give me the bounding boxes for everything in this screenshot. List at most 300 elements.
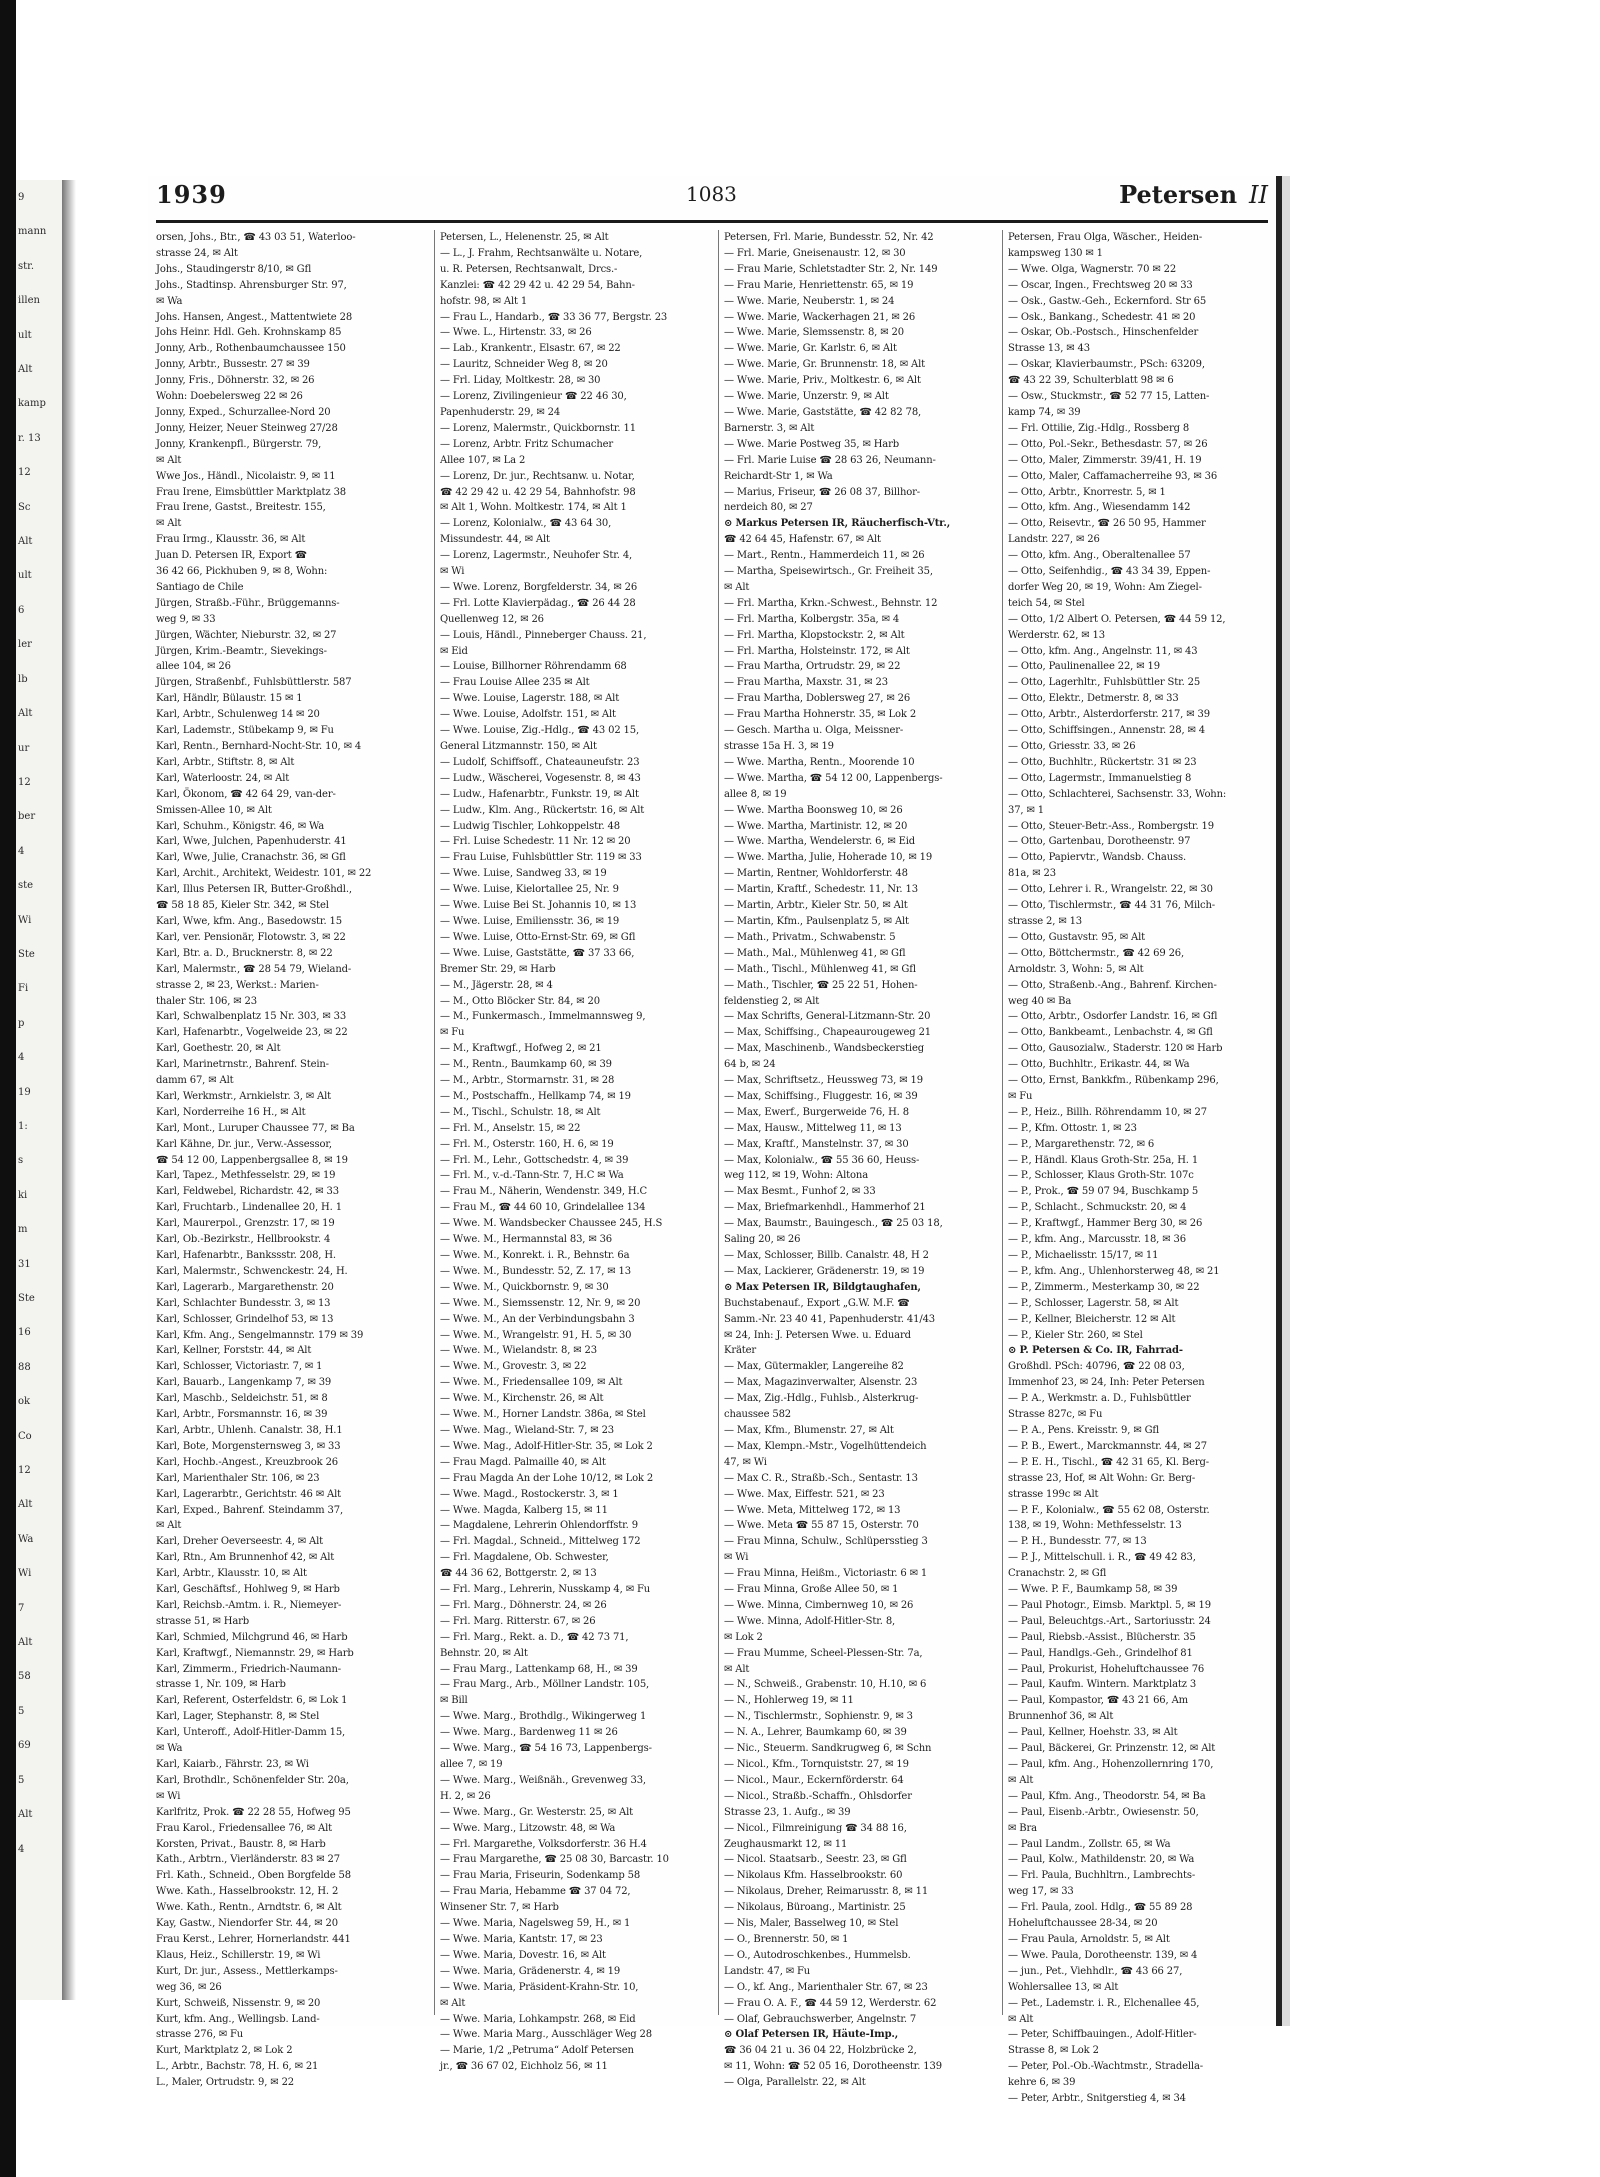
directory-entry: — Otto, Maler, Caffamacherreihe 93, ✉ 36 xyxy=(1008,470,1218,482)
directory-entry: ⊙ Olaf Petersen IR, Häute-Imp., xyxy=(724,2029,899,2041)
directory-entry: Petersen, Frau Olga, Wäscher., Heiden- xyxy=(1008,232,1203,243)
directory-entry: — Wwe. Mag., Wieland-Str. 7, ✉ 23 xyxy=(440,1424,614,1436)
neighbor-page-fragment: Ste xyxy=(18,948,35,960)
directory-entry: — Otto, Gartenbau, Dorotheenstr. 97 xyxy=(1008,836,1191,848)
directory-entry: — Frl. M., v.-d.-Tann-Str. 7, H.C ✉ Wa xyxy=(440,1170,624,1182)
directory-entry: Karl, Geschäftsf., Hohlweg 9, ✉ Harb xyxy=(156,1584,340,1596)
neighbor-page-fragment: ok xyxy=(18,1396,31,1408)
directory-entry: ☎ 43 22 39, Schulterblatt 98 ✉ 6 xyxy=(1008,375,1174,387)
neighbor-page-fragment: ler xyxy=(18,639,32,651)
heading-surname: Petersen xyxy=(1119,180,1238,209)
directory-entry: — Max, Kolonialw., ☎ 55 36 60, Heuss- xyxy=(724,1154,920,1166)
directory-entry: Karl, Arbtr., Forsmannstr. 16, ✉ 39 xyxy=(156,1409,328,1421)
directory-entry: — Frau Martha Hohnerstr. 35, ✉ Lok 2 xyxy=(724,709,917,721)
directory-entry: — Otto, Gustavstr. 95, ✉ Alt xyxy=(1008,931,1146,943)
directory-entry: ☎ 42 29 42 u. 42 29 54, Bahnhofstr. 98 xyxy=(440,486,636,498)
directory-entry: Jonny, Arb., Rothenbaumchaussee 150 xyxy=(156,343,346,355)
directory-entry: Cranachstr. 2, ✉ Gfl xyxy=(1008,1568,1107,1580)
directory-entry: Karl, Arbtr., Stiftstr. 8, ✉ Alt xyxy=(156,756,295,768)
directory-entry: 64 b, ✉ 24 xyxy=(724,1059,776,1071)
directory-entry: Karl, Wwe, Julie, Cranachstr. 36, ✉ Gfl xyxy=(156,852,346,864)
directory-entry: — Frl. Marie, Gneisenaustr. 12, ✉ 30 xyxy=(724,247,906,259)
directory-entry: — Frl. Marg., Döhnerstr. 24, ✉ 26 xyxy=(440,1599,607,1611)
directory-entry: — O., Autodroschkenbes., Hummelsb. xyxy=(724,1949,911,1961)
directory-entry: damm 67, ✉ Alt xyxy=(156,1075,234,1087)
directory-entry: Karl, Malermstr., Schwenckestr. 24, H. xyxy=(156,1265,348,1277)
directory-entry: ✉ Alt xyxy=(440,1997,466,2009)
directory-entry: — Otto, Lagermstr., Immanuelstieg 8 xyxy=(1008,772,1192,784)
directory-entry: Karl, Unteroff., Adolf-Hitler-Damm 15, xyxy=(156,1727,346,1739)
directory-entry: Karl, Waterloostr. 24, ✉ Alt xyxy=(156,772,290,784)
directory-entry: Kath., Arbtrn., Vierländerstr. 83 ✉ 27 xyxy=(156,1854,340,1866)
directory-entry: — Nicol., Maur., Eckernförderstr. 64 xyxy=(724,1774,904,1786)
directory-entry: — Oskar, Klavierbaumstr., PSch: 63209, xyxy=(1008,359,1205,371)
directory-entry: — Ludw., Wäscherei, Vogesenstr. 8, ✉ 43 xyxy=(440,772,641,784)
directory-entry: Behnstr. 20, ✉ Alt xyxy=(440,1647,528,1659)
directory-entry: General Litzmannstr. 150, ✉ Alt xyxy=(440,741,597,752)
directory-entry: — Max Besmt., Funhof 2, ✉ 33 xyxy=(724,1186,876,1198)
neighbor-page-fragment: ber xyxy=(18,811,36,823)
directory-entry: strasse 23, Hof, ✉ Alt Wohn: Gr. Berg- xyxy=(1008,1472,1196,1484)
directory-entry: Juan D. Petersen IR, Export ☎ xyxy=(156,550,307,562)
directory-entry: Karl, Hafenarbtr., Bankssstr. 208, H. xyxy=(156,1250,336,1261)
directory-entry: — Wwe. Max, Eiffestr. 521, ✉ 23 xyxy=(724,1488,885,1500)
directory-entry: weg 112, ✉ 19, Wohn: Altona xyxy=(724,1170,869,1182)
directory-entry: — Wwe. Marg., ☎ 54 16 73, Lappenbergs- xyxy=(440,1743,652,1755)
neighbor-page-fragment: ult xyxy=(18,570,32,582)
directory-entry: — Frau Minna, Schulw., Schlüpersstieg 3 xyxy=(724,1536,928,1548)
neighbor-page-fragment: 6 xyxy=(18,604,25,616)
directory-entry: — Wwe. Magd., Rostockerstr. 3, ✉ 1 xyxy=(440,1488,619,1500)
directory-entry: — Otto, kfm. Ang., Angelnstr. 11, ✉ 43 xyxy=(1008,645,1198,657)
directory-entry: — Lorenz, Dr. jur., Rechtsanw. u. Notar, xyxy=(440,470,635,482)
directory-entry: — Otto, Paulinenallee 22, ✉ 19 xyxy=(1008,661,1160,673)
directory-entry: Karl, Zimmerm., Friedrich-Naumann- xyxy=(156,1663,341,1675)
directory-entry: — Wwe. Luise, Otto-Ernst-Str. 69, ✉ Gfl xyxy=(440,931,636,943)
directory-entry: strasse 2, ✉ 13 xyxy=(1008,915,1083,927)
directory-entry: strasse 1, Nr. 109, ✉ Harb xyxy=(156,1679,286,1691)
neighbor-page-fragment: Alt xyxy=(18,1499,33,1511)
directory-entry: — Wwe. Minna, Adolf-Hitler-Str. 8, xyxy=(724,1615,896,1627)
neighbor-page-fragment: Alt xyxy=(18,536,33,548)
directory-entry: — Max, Schiffsing., Chapeaurougeweg 21 xyxy=(724,1027,931,1039)
directory-entry: — Otto, Arbtr., Knorrestr. 5, ✉ 1 xyxy=(1008,486,1166,498)
directory-entry: — Wwe. Maria, Grädenerstr. 4, ✉ 19 xyxy=(440,1965,621,1977)
directory-entry: — Paul, Handlgs.-Geh., Grindelhof 81 xyxy=(1008,1647,1193,1659)
column-divider xyxy=(718,230,719,2015)
directory-entry: — Wwe. Marie, Gaststätte, ☎ 42 82 78, xyxy=(724,406,922,418)
directory-entry: — P., Schlosser, Klaus Groth-Str. 107c xyxy=(1008,1170,1194,1182)
directory-entry: — Otto, kfm. Ang., Wiesendamm 142 xyxy=(1008,502,1191,514)
directory-entry: — jun., Pet., Viehhdlr., ☎ 43 66 27, xyxy=(1008,1965,1183,1977)
directory-entry: Karl, Maurerpol., Grenzstr. 17, ✉ 19 xyxy=(156,1218,335,1230)
neighbor-page-fragment: 88 xyxy=(18,1361,31,1373)
directory-entry: — Otto, Tischlermstr., ☎ 44 31 76, Milch- xyxy=(1008,900,1216,912)
directory-entry: — Frau Louise Allee 235 ✉ Alt xyxy=(440,677,590,689)
directory-entry: — Wwe. Marie, Unzerstr. 9, ✉ Alt xyxy=(724,391,889,403)
directory-entry: — Wwe. Louise, Lagerstr. 188, ✉ Alt xyxy=(440,693,620,705)
directory-entry: — N. A., Lehrer, Baumkamp 60, ✉ 39 xyxy=(724,1727,907,1739)
neighbor-page-fragment: Alt xyxy=(18,1809,33,1821)
directory-entry: Jonny, Heizer, Neuer Steinweg 27/28 xyxy=(156,422,338,434)
directory-entry: — Wwe. Louise, Zig.-Hdlg., ☎ 43 02 15, xyxy=(440,725,640,737)
directory-entry: — Otto, Ernst, Bankkfm., Rübenkamp 296, xyxy=(1008,1075,1219,1087)
neighbor-page-fragment: Alt xyxy=(18,1637,33,1649)
directory-entry: Wohlersallee 13, ✉ Alt xyxy=(1008,1981,1119,1993)
directory-entry: — Wwe. Maria, Kantstr. 17, ✉ 23 xyxy=(440,1933,603,1945)
directory-entry: Frau Karol., Friedensallee 76, ✉ Alt xyxy=(156,1822,333,1834)
directory-entry: — Frau Mumme, Scheel-Plessen-Str. 7a, xyxy=(724,1647,923,1659)
neighbor-page-fragment: ur xyxy=(18,742,30,754)
neighbor-page-fragment: 4 xyxy=(18,845,25,857)
directory-entry: — P., Schlosser, Lagerstr. 58, ✉ Alt xyxy=(1008,1297,1179,1309)
directory-entry: — Ludw., Hafenarbtr., Funkstr. 19, ✉ Alt xyxy=(440,788,639,800)
directory-entry: — Lab., Krankentr., Elsastr. 67, ✉ 22 xyxy=(440,343,621,355)
directory-entry: — Wwe. Lorenz, Borgfelderstr. 34, ✉ 26 xyxy=(440,581,638,593)
directory-entry: — Frl. Martha, Klopstockstr. 2, ✉ Alt xyxy=(724,629,905,641)
directory-entry: — Frl. Marg. Ritterstr. 67, ✉ 26 xyxy=(440,1615,596,1627)
neighbor-page-fragment: 1: xyxy=(18,1120,28,1132)
directory-entry: strasse 51, ✉ Harb xyxy=(156,1615,250,1627)
directory-entry: feldenstieg 2, ✉ Alt xyxy=(724,995,820,1007)
directory-entry: Strasse 13, ✉ 43 xyxy=(1008,343,1090,355)
directory-entry: — Martin, Arbtr., Kieler Str. 50, ✉ Alt xyxy=(724,900,908,912)
directory-entry: — Otto, Buchhltr., Erikastr. 44, ✉ Wa xyxy=(1008,1059,1190,1071)
directory-entry: Jonny, Fris., Döhnerstr. 32, ✉ 26 xyxy=(156,375,315,387)
directory-entry: — Wwe. M., Hermannstal 83, ✉ 36 xyxy=(440,1234,613,1246)
neighbor-page-fragment: 58 xyxy=(18,1671,31,1683)
directory-entry: Karl, Exped., Bahrenf. Steindamm 37, xyxy=(156,1504,343,1516)
directory-entry: Karl, Arbtr., Schulenweg 14 ✉ 20 xyxy=(156,709,320,721)
directory-entry: — Frl. Luise Schedestr. 11 Nr. 12 ✉ 20 xyxy=(440,836,631,848)
directory-entry: Karl, Referent, Osterfeldstr. 6, ✉ Lok 1 xyxy=(156,1695,348,1707)
directory-entry: — Wwe. Martha Boonsweg 10, ✉ 26 xyxy=(724,804,903,816)
directory-entry: — Frl. Martha, Holsteinstr. 172, ✉ Alt xyxy=(724,645,910,657)
directory-entry: — Otto, Reisevtr., ☎ 26 50 95, Hammer xyxy=(1008,518,1206,530)
directory-entry: — Pet., Lademstr. i. R., Elchenallee 45, xyxy=(1008,1997,1200,2009)
directory-entry: Kurt, Dr. jur., Assess., Mettlerkamps- xyxy=(156,1965,338,1977)
neighbor-page-fragment: Sc xyxy=(18,501,31,513)
neighbor-page-fragment: lb xyxy=(18,673,28,685)
directory-entry: — Wwe. Maria Marg., Ausschläger Weg 28 xyxy=(440,2029,652,2041)
directory-entry: — Wwe. Marg., Weißnäh., Grevenweg 33, xyxy=(440,1774,646,1786)
directory-entry: — Frau Marg., Arb., Möllner Landstr. 105, xyxy=(440,1679,650,1691)
directory-entry: — Otto, Schiffsingen., Annenstr. 28, ✉ 4 xyxy=(1008,725,1206,737)
directory-entry: ✉ Wi xyxy=(156,1790,181,1802)
directory-entry: — Wwe. M., Konrekt. i. R., Behnstr. 6a xyxy=(440,1250,630,1261)
directory-entry: — Frl. Paula, Buchhltrn., Lambrechts- xyxy=(1008,1870,1196,1882)
neighbor-page-fragment: 9 xyxy=(18,192,25,203)
directory-entry: — P., Margarethenstr. 72, ✉ 6 xyxy=(1008,1138,1155,1150)
directory-entry: — Otto, kfm. Ang., Oberaltenallee 57 xyxy=(1008,550,1191,562)
directory-entry: — Otto, Arbtr., Alsterdorferstr. 217, ✉ 39 xyxy=(1008,709,1210,721)
directory-entry: allee 7, ✉ 19 xyxy=(440,1759,503,1770)
directory-entry: — Frl. Paula, zool. Hdlg., ☎ 55 89 28 xyxy=(1008,1902,1193,1914)
directory-entry: — Wwe. Meta, Mittelweg 172, ✉ 13 xyxy=(724,1504,901,1516)
directory-entry: — Frl. Margarethe, Volksdorferstr. 36 H.4 xyxy=(440,1838,647,1850)
directory-entry: Samm.-Nr. 23 40 41, Papenhuderstr. 41/43 xyxy=(724,1313,936,1325)
directory-entry: — Osw., Stuckmstr., ☎ 52 77 15, Latten- xyxy=(1008,391,1210,403)
directory-entry: — Otto, Elektr., Detmerstr. 8, ✉ 33 xyxy=(1008,693,1179,705)
directory-entry: Allee 107, ✉ La 2 xyxy=(440,454,526,466)
directory-entry: — Wwe. Maria, Dovestr. 16, ✉ Alt xyxy=(440,1949,606,1961)
directory-entry: — P. F., Kolonialw., ☎ 55 62 08, Osterstr. xyxy=(1008,1504,1210,1516)
directory-entry: Karl, Illus Petersen IR, Butter-Großhdl., xyxy=(156,884,352,896)
directory-entry: — Nic., Steuerm. Sandkrugweg 6, ✉ Schn xyxy=(724,1743,932,1755)
directory-entry: — Wwe. Marie, Priv., Moltkestr. 6, ✉ Alt xyxy=(724,375,921,387)
directory-entry: strasse 199c ✉ Alt xyxy=(1008,1488,1099,1500)
directory-entry: — Frau Marie, Schletstadter Str. 2, Nr. 149 xyxy=(724,263,938,275)
directory-entry: — Wwe. Marg., Gr. Westerstr. 25, ✉ Alt xyxy=(440,1806,634,1818)
heading-section: II xyxy=(1249,181,1268,209)
directory-entry: — M., Postschaffn., Hellkamp 74, ✉ 19 xyxy=(440,1090,631,1102)
directory-entry: Karl, Kraftwgf., Niemannstr. 29, ✉ Harb xyxy=(156,1647,354,1659)
directory-entry: — Louis, Händl., Pinneberger Chauss. 21, xyxy=(440,629,647,641)
directory-entry: kampsweg 130 ✉ 1 xyxy=(1008,247,1103,259)
directory-entry: — P., Schlacht., Schmuckstr. 20, ✉ 4 xyxy=(1008,1202,1187,1214)
directory-entry: teich 54, ✉ Stel xyxy=(1008,597,1085,609)
directory-entry: dorfer Weg 20, ✉ 19, Wohn: Am Ziegel- xyxy=(1008,581,1202,593)
directory-entry: — Wwe. Luise, Gaststätte, ☎ 37 33 66, xyxy=(440,947,635,959)
directory-entry: orsen, Johs., Btr., ☎ 43 03 51, Waterloo- xyxy=(156,232,356,243)
directory-entry: — P., Kfm. Ottostr. 1, ✉ 23 xyxy=(1008,1122,1137,1134)
directory-entry: — Wwe. M., Siemssenstr. 12, Nr. 9, ✉ 20 xyxy=(440,1297,641,1309)
directory-entry: — Math., Tischl., Mühlenweg 41, ✉ Gfl xyxy=(724,963,916,975)
directory-entry: — Frau Maria, Hebamme ☎ 37 04 72, xyxy=(440,1886,631,1898)
directory-entry: ✉ 24, Inh: J. Petersen Wwe. u. Eduard xyxy=(724,1329,911,1341)
directory-entry: Karl, Lagerarbtr., Gerichtstr. 46 ✉ Alt xyxy=(156,1488,342,1500)
directory-entry: Karl, Tapez., Methfesselstr. 29, ✉ 19 xyxy=(156,1170,336,1182)
directory-entry: — Wwe. P. F., Baumkamp 58, ✉ 39 xyxy=(1008,1584,1178,1596)
directory-entry: — Magdalene, Lehrerin Ohlendorffstr. 9 xyxy=(440,1520,638,1532)
directory-entry: — Frau Margarethe, ☎ 25 08 30, Barcastr. 10 xyxy=(440,1854,669,1866)
page-number: 1083 xyxy=(686,182,737,206)
directory-entry: Karl, Mont., Luruper Chaussee 77, ✉ Ba xyxy=(156,1122,355,1134)
directory-entry: — Wwe. Marg., Bardenweg 11 ✉ 26 xyxy=(440,1727,618,1739)
directory-entry: — Otto, Griesstr. 33, ✉ 26 xyxy=(1008,741,1136,752)
neighbor-page-fragment: p xyxy=(18,1017,25,1029)
directory-entry: — Wwe. Marie, Gr. Karlstr. 6, ✉ Alt xyxy=(724,343,897,355)
directory-entry: Buchstabenauf., Export „G.W. M.F. ☎ xyxy=(724,1297,910,1309)
directory-entry: — P. H., Bundesstr. 77, ✉ 13 xyxy=(1008,1536,1147,1548)
directory-entry: — Wwe. Maria, Lohkampstr. 268, ✉ Eid xyxy=(440,2013,636,2025)
directory-entry: — Gesch. Martha u. Olga, Meissner- xyxy=(724,725,904,737)
directory-entry: ✉ Eid xyxy=(440,645,468,657)
neighbor-page-fragment: 12 xyxy=(18,467,31,479)
directory-entry: — O., Brennerstr. 50, ✉ 1 xyxy=(724,1933,849,1945)
directory-entry: — M., Arbtr., Stormarnstr. 31, ✉ 28 xyxy=(440,1075,615,1087)
directory-entry: — P. A., Pens. Kreisstr. 9, ✉ Gfl xyxy=(1008,1424,1160,1436)
directory-entry: — Wwe. Marie, Neuberstr. 1, ✉ 24 xyxy=(724,295,895,307)
directory-entry: Karl, Wwe, Julchen, Papenhuderstr. 41 xyxy=(156,836,347,848)
directory-entry: — Wwe. M., Quickbornstr. 9, ✉ 30 xyxy=(440,1281,609,1293)
directory-entry: Papenhuderstr. 29, ✉ 24 xyxy=(440,406,561,418)
directory-entry: ⊙ Max Petersen IR, Bildgtaughafen, xyxy=(724,1281,921,1293)
directory-entry: weg 9, ✉ 33 xyxy=(156,613,216,625)
directory-entry: hofstr. 98, ✉ Alt 1 xyxy=(440,295,528,307)
directory-entry: — Wwe. Marie Postweg 35, ✉ Harb xyxy=(724,438,899,450)
directory-entry: weg 36, ✉ 26 xyxy=(156,1981,222,1993)
directory-entry: Jürgen, Straßenbf., Fuhlsbüttlerstr. 587 xyxy=(156,677,352,689)
directory-entry: — L., J. Frahm, Rechtsanwälte u. Notare, xyxy=(440,247,643,259)
directory-entry: — Wwe. Meta ☎ 55 87 15, Osterstr. 70 xyxy=(724,1520,919,1532)
directory-entry: Karl, Händlr, Bülaustr. 15 ✉ 1 xyxy=(156,693,303,705)
directory-entry: — Wwe. Martha, Rentn., Moorende 10 xyxy=(724,756,915,768)
directory-entry: — Wwe. M., Grovestr. 3, ✉ 22 xyxy=(440,1361,587,1373)
directory-entry: — Nis, Maler, Basselweg 10, ✉ Stel xyxy=(724,1918,899,1930)
directory-entry: — M., Otto Blöcker Str. 84, ✉ 20 xyxy=(440,995,600,1007)
directory-entry: — Wwe. M., Wielandstr. 8, ✉ 23 xyxy=(440,1345,597,1357)
directory-entry: — M., Funkermasch., Immelmannsweg 9, xyxy=(440,1011,646,1023)
neighbor-page-fragment: Alt xyxy=(18,364,33,376)
directory-entry: — Lorenz, Zivilingenieur ☎ 22 46 30, xyxy=(440,391,627,403)
directory-entry: ⊙ P. Petersen & Co. IR, Fahrrad- xyxy=(1008,1345,1183,1357)
directory-entry: Großhdl. PSch: 40796, ☎ 22 08 03, xyxy=(1008,1361,1185,1373)
directory-entry: Karl, Ob.-Bezirkstr., Hellbrookstr. 4 xyxy=(156,1234,331,1246)
directory-entry: — Paul, Prokurist, Hoheluftchaussee 76 xyxy=(1008,1663,1205,1675)
directory-entry: — Wwe. M., An der Verbindungsbahn 3 xyxy=(440,1313,635,1325)
directory-entry: weg 17, ✉ 33 xyxy=(1008,1886,1074,1898)
directory-entry: — N., Hohlerweg 19, ✉ 11 xyxy=(724,1695,854,1707)
scanner-dark-edge xyxy=(0,0,16,2177)
directory-entry: — Wwe. M., Wrangelstr. 91, H. 5, ✉ 30 xyxy=(440,1329,632,1341)
neighbor-page-fragment: m xyxy=(18,1224,28,1236)
directory-entry: — Frau M., ☎ 44 60 10, Grindelallee 134 xyxy=(440,1202,646,1214)
directory-entry: — Marie, 1/2 „Petruma“ Adolf Petersen xyxy=(440,2045,634,2057)
directory-entry: — Frl. M., Lehr., Gottschedstr. 4, ✉ 39 xyxy=(440,1154,629,1166)
neighbor-page-fragment: Alt xyxy=(18,708,33,720)
directory-entry: — Frau Minna, Heißm., Victoriastr. 6 ✉ 1 xyxy=(724,1568,928,1580)
directory-entry: — Frl. Lotte Klavierpädag., ☎ 26 44 28 xyxy=(440,597,636,609)
directory-entry: Quellenweg 12, ✉ 26 xyxy=(440,613,544,625)
directory-entry: — Lauritz, Schneider Weg 8, ✉ 20 xyxy=(440,359,608,371)
directory-entry: Karl, Arbtr., Uhlenh. Canalstr. 38, H.1 xyxy=(156,1424,343,1436)
directory-entry: — Wwe. Martha, Julie, Hoherade 10, ✉ 19 xyxy=(724,852,933,864)
directory-entry: — Olaf, Gebrauchswerber, Angelnstr. 7 xyxy=(724,2013,917,2025)
directory-entry: Karl, Schlosser, Victoriastr. 7, ✉ 1 xyxy=(156,1361,323,1373)
directory-entry: Karl, Schuhm., Königstr. 46, ✉ Wa xyxy=(156,820,325,832)
directory-entry: Landstr. 227, ✉ 26 xyxy=(1008,534,1100,546)
directory-entry: — Frau Marg., Lattenkamp 68, H., ✉ 39 xyxy=(440,1663,638,1675)
directory-entry: ✉ Lok 2 xyxy=(724,1631,763,1643)
directory-entry: — Wwe. Martha, Wendelerstr. 6, ✉ Eid xyxy=(724,836,916,848)
directory-entry: Werderstr. 62, ✉ 13 xyxy=(1008,629,1105,641)
directory-entry: — Otto, 1/2 Albert O. Petersen, ☎ 44 59 12, xyxy=(1008,613,1226,625)
directory-entry: Johs., Stadtinsp. Ahrensburger Str. 97, xyxy=(156,279,347,291)
directory-entry: — P. J., Mittelschull. i. R., ☎ 49 42 83, xyxy=(1008,1552,1196,1564)
directory-entry: — Wwe. Martha, ☎ 54 12 00, Lappenbergs- xyxy=(724,772,943,784)
directory-entry: Hoheluftchaussee 28-34, ✉ 20 xyxy=(1008,1918,1158,1930)
directory-entry: — Frau M., Näherin, Wendenstr. 349, H.C xyxy=(440,1186,648,1198)
directory-entry: Jonny, Exped., Schurzallee-Nord 20 xyxy=(156,406,331,418)
directory-entry: — Peter, Pol.-Ob.-Wachtmstr., Stradella- xyxy=(1008,2061,1204,2073)
directory-entry: — P., Kieler Str. 260, ✉ Stel xyxy=(1008,1329,1143,1341)
directory-entry: Karl, Hochb.-Angest., Kreuzbrook 26 xyxy=(156,1456,338,1468)
directory-entry: — Wwe. Luise, Emiliensstr. 36, ✉ 19 xyxy=(440,915,620,927)
directory-entry: Petersen, Frl. Marie, Bundesstr. 52, Nr. 42 xyxy=(724,232,934,243)
directory-entry: Brunnenhof 36, ✉ Alt xyxy=(1008,1711,1114,1723)
directory-entry: — Max, Ewerf., Burgerweide 76, H. 8 xyxy=(724,1106,909,1118)
directory-entry: Karl, ver. Pensionär, Flotowstr. 3, ✉ 22 xyxy=(156,931,346,943)
directory-entry: — Otto, Papiervtr., Wandsb. Chauss. xyxy=(1008,852,1187,864)
directory-entry: — Paul, Kolw., Mathildenstr. 20, ✉ Wa xyxy=(1008,1854,1195,1866)
directory-entry: — P., kfm. Ang., Uhlenhorsterweg 48, ✉ 21 xyxy=(1008,1265,1220,1277)
directory-entry: — Otto, Steuer-Betr.-Ass., Rombergstr. 19 xyxy=(1008,820,1214,832)
directory-entry: — Max C. R., Straßb.-Sch., Sentastr. 13 xyxy=(724,1472,918,1484)
directory-entry: — Max, Baumstr., Bauingesch., ☎ 25 03 18, xyxy=(724,1218,943,1230)
directory-entry: Immenhof 23, ✉ 24, Inh: Peter Petersen xyxy=(1008,1377,1205,1389)
directory-entry: — Wwe. Luise, Sandweg 33, ✉ 19 xyxy=(440,868,607,880)
directory-entry: — Math., Tischler, ☎ 25 22 51, Hohen- xyxy=(724,979,918,991)
directory-entry: — Frl. Martha, Krkn.-Schwest., Behnstr. 12 xyxy=(724,597,938,609)
directory-entry: Karl, Ökonom, ☎ 42 64 29, van-der- xyxy=(156,788,336,800)
directory-entry: — Lorenz, Arbtr. Fritz Schumacher xyxy=(440,438,614,450)
directory-entry: — Otto, Gausozialw., Staderstr. 120 ✉ Harb xyxy=(1008,1043,1223,1055)
directory-entry: L., Arbtr., Bachstr. 78, H. 6, ✉ 21 xyxy=(156,2061,319,2073)
directory-entry: — Peter, Schiffbauingen., Adolf-Hitler- xyxy=(1008,2029,1197,2041)
book-spine-shadow xyxy=(62,180,76,2000)
directory-entry: — Max, Kfm., Blumenstr. 27, ✉ Alt xyxy=(724,1424,894,1436)
directory-entry: ✉ Alt xyxy=(156,1520,182,1532)
directory-entry: Saling 20, ✉ 26 xyxy=(724,1234,801,1246)
directory-entry: Karl, Rtn., Am Brunnenhof 42, ✉ Alt xyxy=(156,1552,335,1564)
directory-entry: — Ludw., Klm. Ang., Rückertstr. 16, ✉ Alt xyxy=(440,804,645,816)
directory-entry: — Nikolaus, Dreher, Reimarusstr. 8, ✉ 11 xyxy=(724,1886,929,1898)
neighbor-page-fragment: str. xyxy=(18,260,35,272)
directory-entry: Karl, Wwe, kfm. Ang., Basedowstr. 15 xyxy=(156,915,342,927)
directory-entry: u. R. Petersen, Rechtsanwalt, Drcs.- xyxy=(440,263,618,275)
directory-entry: ☎ 36 04 21 u. 36 04 22, Holzbrücke 2, xyxy=(724,2045,917,2057)
directory-entry: — O., kf. Ang., Marienthaler Str. 67, ✉ 23 xyxy=(724,1981,928,1993)
directory-entry: strasse 24, ✉ Alt xyxy=(156,247,238,259)
directory-entry: — Wwe. Mag., Adolf-Hitler-Str. 35, ✉ Lok 2 xyxy=(440,1440,653,1452)
directory-entry: — Olga, Parallelstr. 22, ✉ Alt xyxy=(724,2077,866,2089)
directory-entry: — Otto, Maler, Zimmerstr. 39/41, H. 19 xyxy=(1008,454,1202,466)
directory-entry: Karl, Schwalbenplatz 15 Nr. 303, ✉ 33 xyxy=(156,1011,347,1023)
directory-entry: Jonny, Krankenpfl., Bürgerstr. 79, xyxy=(156,438,322,450)
directory-entry: — Wwe. Magda, Kalberg 15, ✉ 11 xyxy=(440,1504,608,1516)
directory-entry: — Louise, Billhorner Röhrendamm 68 xyxy=(440,661,627,673)
neighbor-page-fragment: s xyxy=(18,1155,24,1167)
neighbor-page-fragment: kamp xyxy=(18,398,46,410)
directory-entry: Karl, Hafenarbtr., Vogelweide 23, ✉ 22 xyxy=(156,1027,348,1039)
directory-entry: Kurt, Schweiß, Nissenstr. 9, ✉ 20 xyxy=(156,1997,321,2009)
directory-entry: Karl, Reichsb.-Amtm. i. R., Niemeyer- xyxy=(156,1599,342,1611)
directory-entry: — Max, Gütermakler, Langereihe 82 xyxy=(724,1361,904,1373)
directory-entry: ☎ 58 18 85, Kieler Str. 342, ✉ Stel xyxy=(156,900,329,912)
column-divider xyxy=(434,230,435,2015)
directory-entry: — Max, Hausw., Mittelweg 11, ✉ 13 xyxy=(724,1122,902,1134)
directory-entry: — Frl. Marg., Rekt. a. D., ☎ 42 73 71, xyxy=(440,1631,629,1643)
directory-entry: — P. A., Werkmstr. a. D., Fuhlsbüttler xyxy=(1008,1393,1191,1405)
neighbor-page-fragment: Co xyxy=(18,1430,32,1442)
directory-entry: ✉ Fu xyxy=(1008,1090,1033,1102)
directory-entry: Johs Heinr. Hdl. Geh. Krohnskamp 85 xyxy=(156,327,342,339)
directory-entry: — Mart., Rentn., Hammerdeich 11, ✉ 26 xyxy=(724,550,925,562)
directory-entry: — Max, Klempn.-Mstr., Vogelhüttendeich xyxy=(724,1440,927,1452)
directory-entry: — Martha, Speisewirtsch., Gr. Freiheit 35, xyxy=(724,566,933,578)
neighbor-page-fragment: 69 xyxy=(18,1740,31,1752)
directory-entry: — Math., Mal., Mühlenweg 41, ✉ Gfl xyxy=(724,947,906,959)
directory-entry: ☎ 54 12 00, Lappenbergsallee 8, ✉ 19 xyxy=(156,1154,348,1166)
directory-entry: Karl, Lagerarb., Margarethenstr. 20 xyxy=(156,1281,334,1293)
directory-entry: Frl. Kath., Schneid., Oben Borgfelde 58 xyxy=(156,1870,351,1882)
directory-entry: — Wwe. Olga, Wagnerstr. 70 ✉ 22 xyxy=(1008,263,1177,275)
directory-entry: — Marius, Friseur, ☎ 26 08 37, Billhor- xyxy=(724,486,920,498)
directory-entry: Arnoldstr. 3, Wohn: 5, ✉ Alt xyxy=(1008,963,1144,975)
directory-entry: — M., Jägerstr. 28, ✉ 4 xyxy=(440,979,553,991)
directory-entry: 138, ✉ 19, Wohn: Methfesselstr. 13 xyxy=(1008,1520,1182,1532)
